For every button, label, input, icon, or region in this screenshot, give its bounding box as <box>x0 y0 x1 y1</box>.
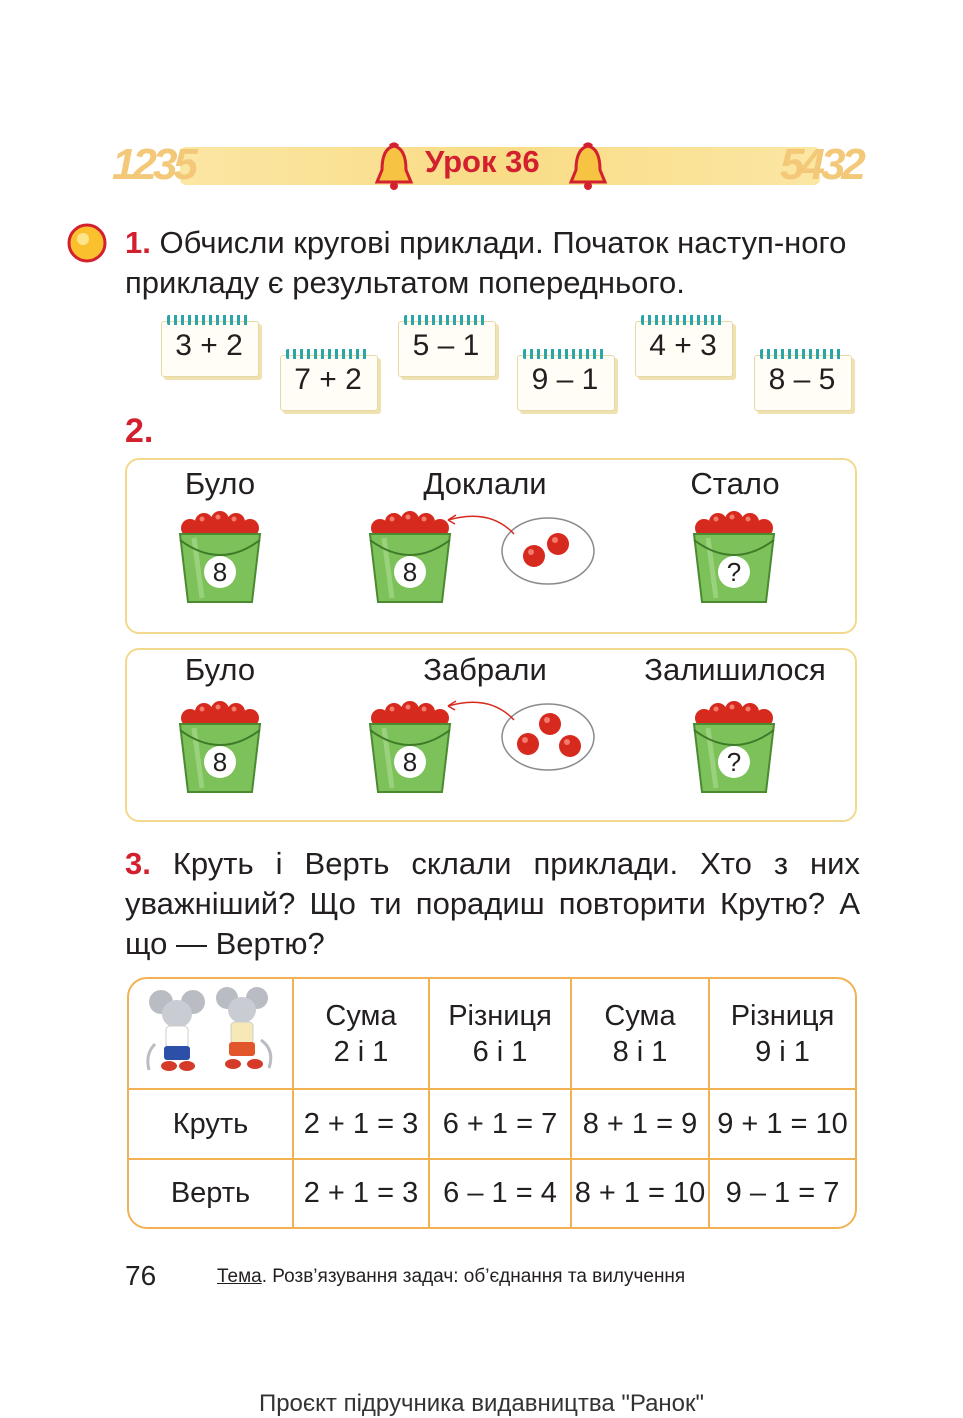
bucket-count: 8 <box>394 556 426 588</box>
header-op: Сума <box>325 999 397 1032</box>
row-name: Круть <box>129 1089 293 1159</box>
mice-illustration <box>141 984 281 1076</box>
apple-bucket <box>686 700 782 796</box>
apple-bucket <box>172 700 268 796</box>
header-op: Різниця <box>448 999 552 1032</box>
calendar-card <box>631 313 735 377</box>
card-expression: 9 – 1 <box>531 363 599 396</box>
bucket-count: 8 <box>394 746 426 778</box>
task-1-text <box>125 223 860 303</box>
header-decor-numbers-left: 1235 <box>112 140 194 189</box>
bell-icon <box>372 142 416 192</box>
table-cell: 8 + 1 = 9 <box>571 1089 709 1159</box>
table-cell: 6 + 1 = 7 <box>429 1089 571 1159</box>
calendar-card <box>157 313 261 377</box>
row-name: Верть <box>129 1159 293 1227</box>
mice-illustration-cell <box>129 979 293 1089</box>
task-1-number: 1. <box>125 225 151 260</box>
bell-icon <box>566 142 610 192</box>
bucket-count: ? <box>718 746 750 778</box>
page-number: 76 <box>125 1260 157 1291</box>
oral-task-icon <box>66 222 108 264</box>
bucket-count: 8 <box>204 746 236 778</box>
task-2-number: 2. <box>125 412 154 450</box>
calendar-card <box>750 347 854 411</box>
task-3-body: Круть і Верть склали приклади. Хто з них уважніший? Що ти порадиш повторити Крутю? А що — Вертю? <box>125 846 860 961</box>
header-decor-numbers-right: 5432 <box>780 140 862 189</box>
bucket-count: 8 <box>204 556 236 588</box>
card-expression: 5 – 1 <box>412 329 480 362</box>
table-row <box>129 1159 855 1227</box>
header-op: Різниця <box>730 999 835 1032</box>
header-cell <box>429 979 571 1089</box>
topic-text: . Розв’язування задач: об’єднання та вилучення <box>261 1266 686 1287</box>
calendar-card <box>276 347 380 411</box>
table-cell: 2 + 1 = 3 <box>293 1089 429 1159</box>
table-cell: 9 + 1 = 10 <box>709 1089 855 1159</box>
card-expression: 8 – 5 <box>768 363 836 396</box>
header-operands: 8 і 1 <box>612 1035 668 1068</box>
arrow-icon <box>440 508 520 538</box>
label-taken: Забрали <box>423 652 547 687</box>
card-expression: 4 + 3 <box>649 329 717 362</box>
label-was: Було <box>184 466 256 501</box>
publisher-footer: Проєкт підручника видавництва "Ранок" <box>258 1390 705 1417</box>
task-1-body: Обчисли кругові приклади. Початок наступ-ного прикладу є результатом попереднього. <box>125 225 847 300</box>
calendar-card <box>513 347 617 411</box>
header-op: Сума <box>604 999 676 1032</box>
lesson-title: Урок 36 <box>425 144 540 179</box>
header-cell <box>293 979 429 1089</box>
card-expression: 3 + 2 <box>175 329 243 362</box>
header-cell <box>571 979 709 1089</box>
card-expression: 7 + 2 <box>294 363 362 396</box>
label-added: Доклали <box>423 466 547 501</box>
label-was: Було <box>184 652 256 687</box>
header-operands: 6 і 1 <box>472 1035 528 1068</box>
table-row <box>129 1089 855 1159</box>
task-3-number: 3. <box>125 846 151 881</box>
label-remained: Залишилося <box>644 652 826 687</box>
bucket-count: ? <box>718 556 750 588</box>
task-3-text <box>125 844 860 964</box>
apple-bucket <box>686 510 782 606</box>
examples-table <box>127 977 857 1229</box>
topic-label: Тема <box>217 1266 262 1287</box>
table-cell: 2 + 1 = 3 <box>293 1159 429 1227</box>
table-cell: 8 + 1 = 10 <box>571 1159 709 1227</box>
header-cell <box>709 979 855 1089</box>
calendar-card <box>394 313 498 377</box>
header-operands: 9 і 1 <box>755 1035 810 1068</box>
label-became: Стало <box>690 466 780 501</box>
arrow-icon <box>440 694 520 724</box>
table-cell: 6 – 1 = 4 <box>429 1159 571 1227</box>
table-cell: 9 – 1 = 7 <box>709 1159 855 1227</box>
apple-bucket <box>172 510 268 606</box>
page-topic <box>217 1266 685 1288</box>
header-operands: 2 і 1 <box>333 1035 389 1068</box>
